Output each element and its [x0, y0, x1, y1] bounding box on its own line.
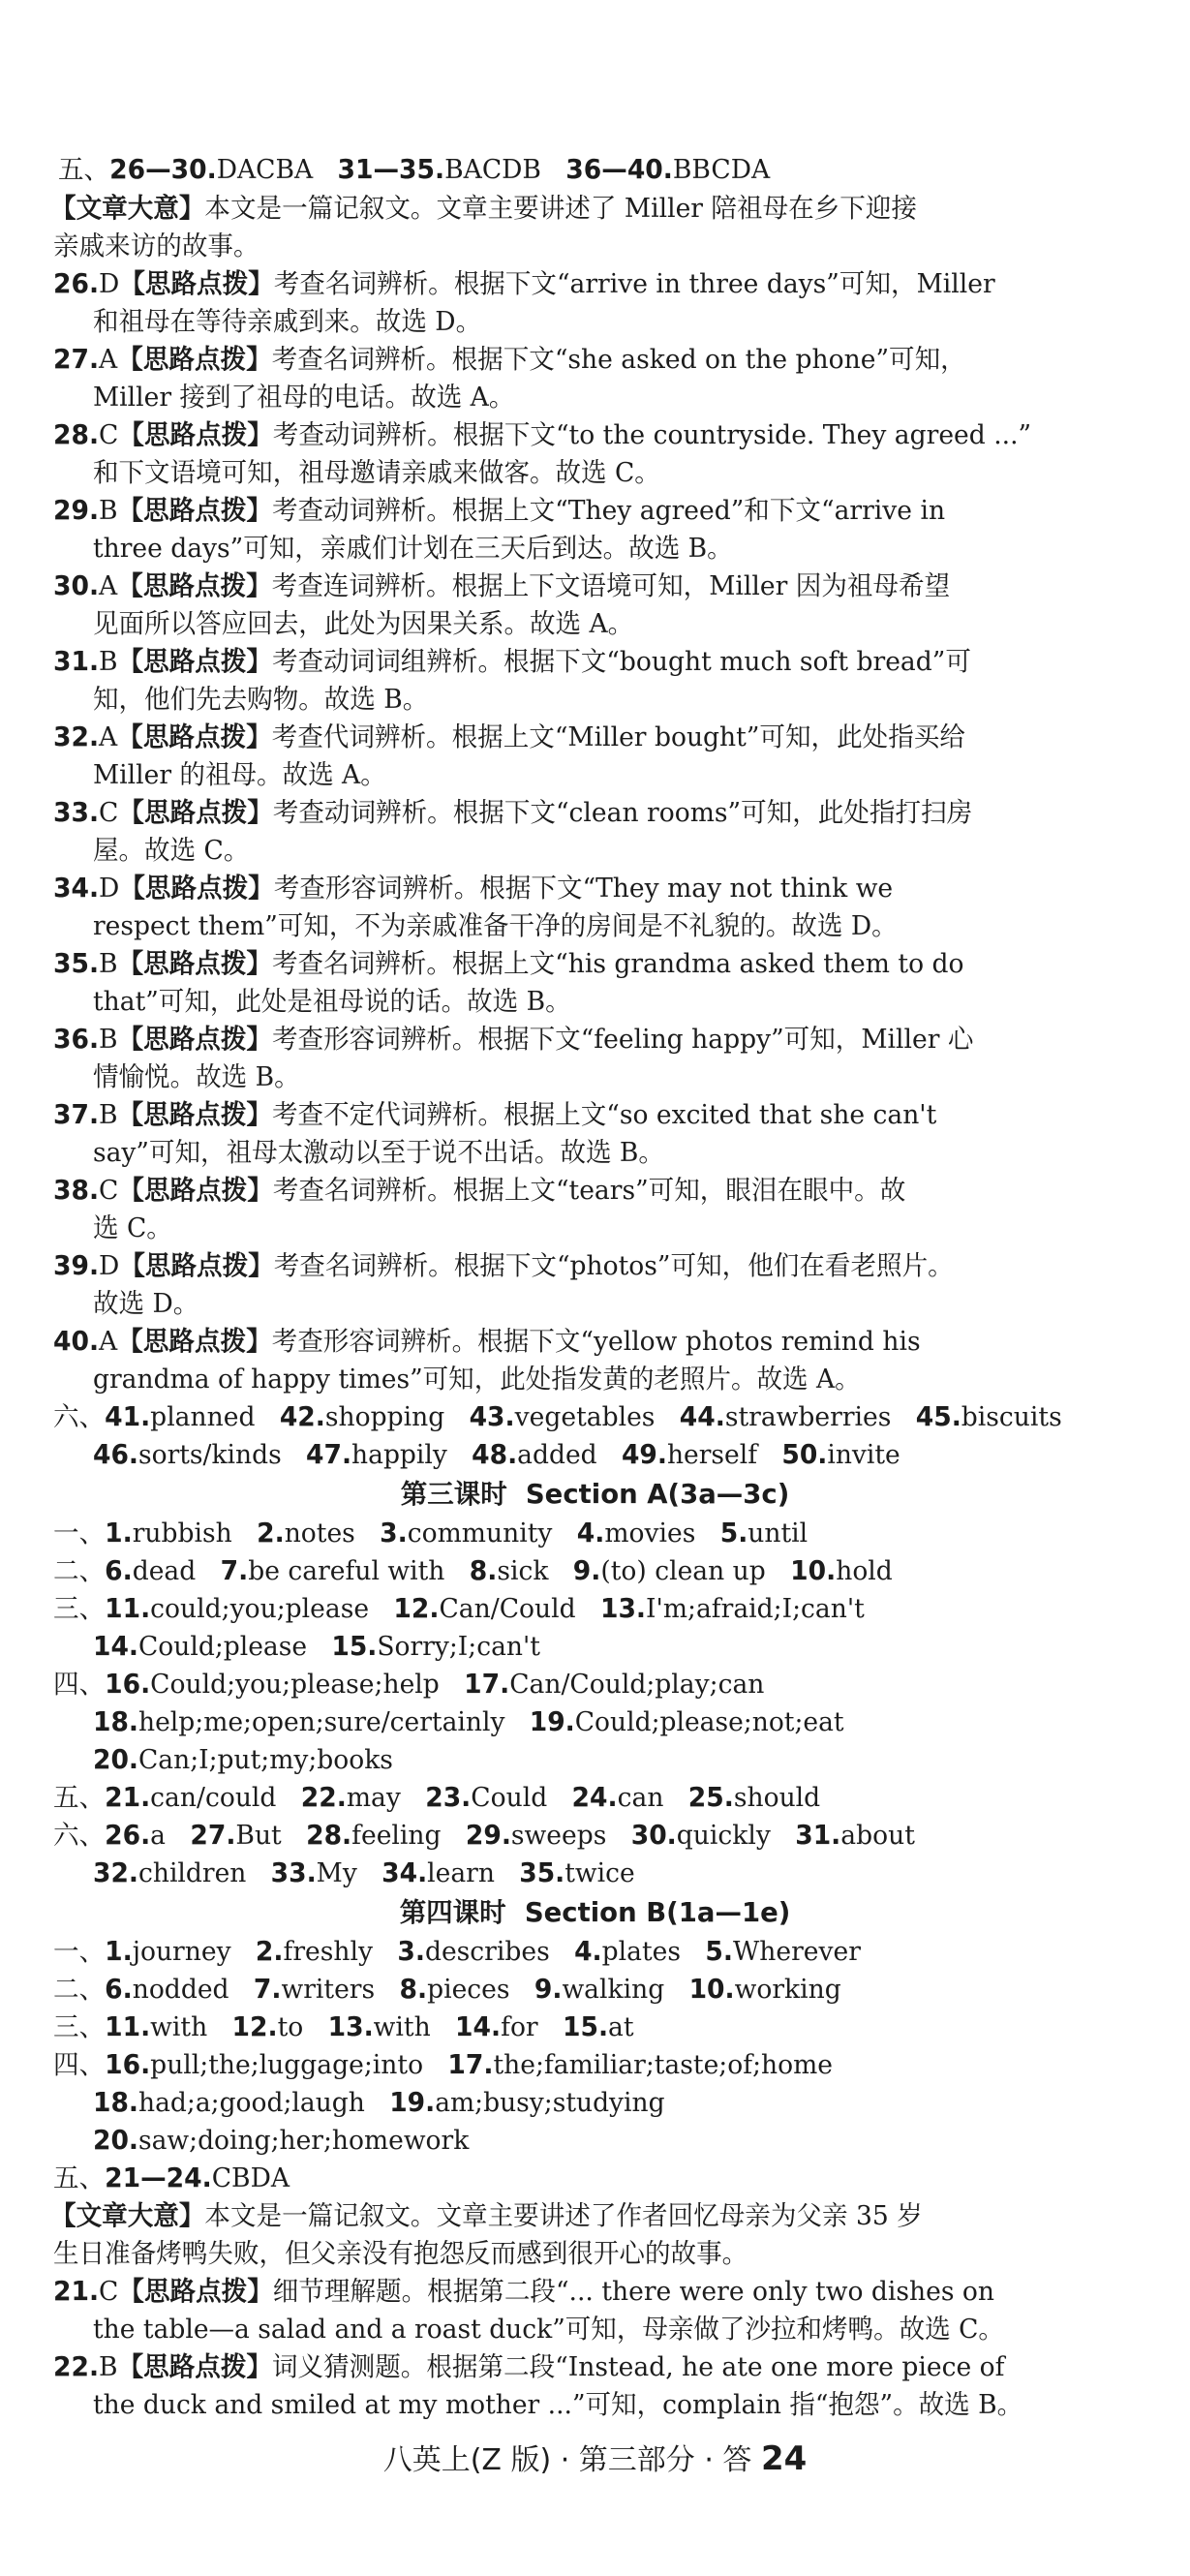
answer-21: 21.C【思路点拨】细节理解题。根据第二段“... there were only two dishes on: [53, 2276, 995, 2307]
page-number: 24: [760, 2439, 808, 2478]
answer-28: 28.C【思路点拨】考查动词辨析。根据下文“to the countryside. They agreed ...”: [53, 419, 1032, 450]
lesson-3-heading: 第三课时 Section A(3a—3c): [400, 1479, 790, 1510]
answer-38: 38.C【思路点拨】考查名词辨析。根据上文“tears”可知，眼泪在眼中。故: [53, 1175, 906, 1206]
l3-sec4-line-1: 四、16.Could;you;please;help 17.Can/Could;play;can: [53, 1669, 765, 1700]
l3-sec1: 一、1.rubbish 2.notes 3.community 4.movies 5.until: [53, 1518, 809, 1549]
answer-34: 34.D【思路点拨】考查形容词辨析。根据下文“They may not think we: [53, 873, 894, 904]
answer-36: 36.B【思路点拨】考查形容词辨析。根据下文“feeling happy”可知，Miller 心: [53, 1024, 974, 1055]
answer-29: 29.B【思路点拨】考查动词辨析。根据上文“They agreed”和下文“arrive in: [53, 495, 946, 526]
answer-21-cont: the table—a salad and a roast duck”可知，母亲做了沙拉和烤鸭。故选 C。: [93, 2314, 1004, 2345]
l3-sec3-line-2: 14.Could;please 15.Sorry;I;can't: [93, 1631, 540, 1662]
answer-40-cont: grandma of happy times”可知，此处指发黄的老照片。故选 A。: [93, 1364, 861, 1395]
answer-32-cont: Miller 的祖母。故选 A。: [93, 759, 386, 790]
answer-27-cont: Miller 接到了祖母的电话。故选 A。: [93, 382, 515, 413]
answer-40: 40.A【思路点拨】考查形容词辨析。根据下文“yellow photos remind his: [53, 1326, 921, 1357]
answer-26-cont: 和祖母在等待亲戚到来。故选 D。: [93, 306, 482, 337]
l3-sec5: 五、21.can/could 22.may 23.Could 24.can 25.should: [53, 1782, 821, 1813]
lesson-4-heading: 第四课时 Section B(1a—1e): [399, 1897, 791, 1928]
l3-sec3-line-1: 三、11.could;you;please 12.Can/Could 13.I'm;afraid;I;can't: [53, 1593, 865, 1624]
sec6-line-1: 六、41.planned 42.shopping 43.vegetables 44.strawberries 45.biscuits: [53, 1401, 1062, 1432]
l3-sec4-line-2: 18.help;me;open;sure/certainly 19.Could;please;not;eat: [93, 1706, 844, 1737]
answer-27: 27.A【思路点拨】考查名词辨析。根据下文“she asked on the phone”可知，: [53, 344, 966, 375]
answer-22: 22.B【思路点拨】词义猜测题。根据第二段“Instead, he ate one more piece of: [53, 2351, 1005, 2382]
answer-30: 30.A【思路点拨】考查连词辨析。根据上下文语境可知，Miller 因为祖母希望: [53, 570, 951, 601]
answer-36-cont: 情愉悦。故选 B。: [93, 1061, 300, 1092]
l3-sec6-line-2: 32.children 33.My 34.learn 35.twice: [93, 1857, 635, 1888]
answer-26: 26.D【思路点拨】考查名词辨析。根据下文“arrive in three days”可知，Miller: [53, 268, 995, 299]
summary-line: 生日准备烤鸭失败，但父亲没有抱怨反而感到很开心的故事。: [53, 2238, 748, 2269]
sec6-line-2: 46.sorts/kinds 47.happily 48.added 49.herself 50.invite: [93, 1439, 900, 1470]
answer-33: 33.C【思路点拨】考查动词辨析。根据下文“clean rooms”可知，此处指打扫房: [53, 797, 973, 828]
summary-line: 【文章大意】本文是一篇记叙文。文章主要讲述了作者回忆母亲为父亲 35 岁: [50, 2200, 923, 2231]
l4-sec5: 五、21—24.CBDA: [53, 2162, 290, 2193]
summary-line: 【文章大意】本文是一篇记叙文。文章主要讲述了 Miller 陪祖母在乡下迎接: [50, 193, 917, 224]
l3-sec2: 二、6.dead 7.be careful with 8.sick 9.(to) clean up 10.hold: [53, 1555, 893, 1586]
answer-35-cont: that”可知，此处是祖母说的话。故选 B。: [93, 986, 571, 1017]
answer-29-cont: three days”可知，亲戚们计划在三天后到达。故选 B。: [93, 533, 733, 564]
l4-sec3: 三、11.with 12.to 13.with 14.for 15.at: [53, 2011, 634, 2042]
answer-37: 37.B【思路点拨】考查不定代词辨析。根据上文“so excited that she can't: [53, 1099, 937, 1130]
answer-32: 32.A【思路点拨】考查代词辨析。根据上文“Miller bought”可知，此处指买给: [53, 721, 965, 752]
l4-sec4-line-3: 20.saw;doing;her;homework: [93, 2125, 470, 2156]
answer-31: 31.B【思路点拨】考查动词词组辨析。根据下文“bought much soft bread”可: [53, 646, 971, 677]
l3-sec6-line-1: 六、26.a 27.But 28.feeling 29.sweeps 30.quickly 31.about: [53, 1820, 915, 1851]
answer-35: 35.B【思路点拨】考查名词辨析。根据上文“his grandma asked them to do: [53, 948, 964, 979]
answer-39: 39.D【思路点拨】考查名词辨析。根据下文“photos”可知，他们在看老照片。: [53, 1250, 954, 1281]
l4-sec4-line-1: 四、16.pull;the;luggage;into 17.the;familiar;taste;of;home: [53, 2049, 834, 2080]
answer-30-cont: 见面所以答应回去，此处为因果关系。故选 A。: [93, 608, 634, 639]
l4-sec1: 一、1.journey 2.freshly 3.describes 4.plates 5.Wherever: [53, 1936, 861, 1967]
answer-31-cont: 知，他们先去购物。故选 B。: [93, 684, 429, 715]
sec5-answer-line: 五、26—30.DACBA 31—35.BACDB 36—40.BBCDA: [58, 154, 771, 185]
answer-38-cont: 选 C。: [93, 1212, 172, 1243]
summary-line: 亲戚来访的故事。: [53, 230, 259, 261]
page-footer: 八英上(Z 版) · 第三部分 · 答 24: [382, 2439, 808, 2478]
answer-22-cont: the duck and smiled at my mother ...”可知，complain 指“抱怨”。故选 B。: [93, 2389, 1023, 2420]
answer-33-cont: 屋。故选 C。: [93, 835, 250, 866]
answer-34-cont: respect them”可知，不为亲戚准备干净的房间是不礼貌的。故选 D。: [93, 910, 898, 941]
l4-sec4-line-2: 18.had;a;good;laugh 19.am;busy;studying: [93, 2087, 665, 2118]
answer-39-cont: 故选 D。: [93, 1288, 199, 1319]
answer-28-cont: 和下文语境可知，祖母邀请亲戚来做客。故选 C。: [93, 457, 660, 488]
l4-sec2: 二、6.nodded 7.writers 8.pieces 9.walking 10.working: [53, 1974, 841, 2005]
l3-sec4-line-3: 20.Can;I;put;my;books: [93, 1744, 393, 1775]
answer-37-cont: say”可知，祖母太激动以至于说不出话。故选 B。: [93, 1137, 664, 1168]
